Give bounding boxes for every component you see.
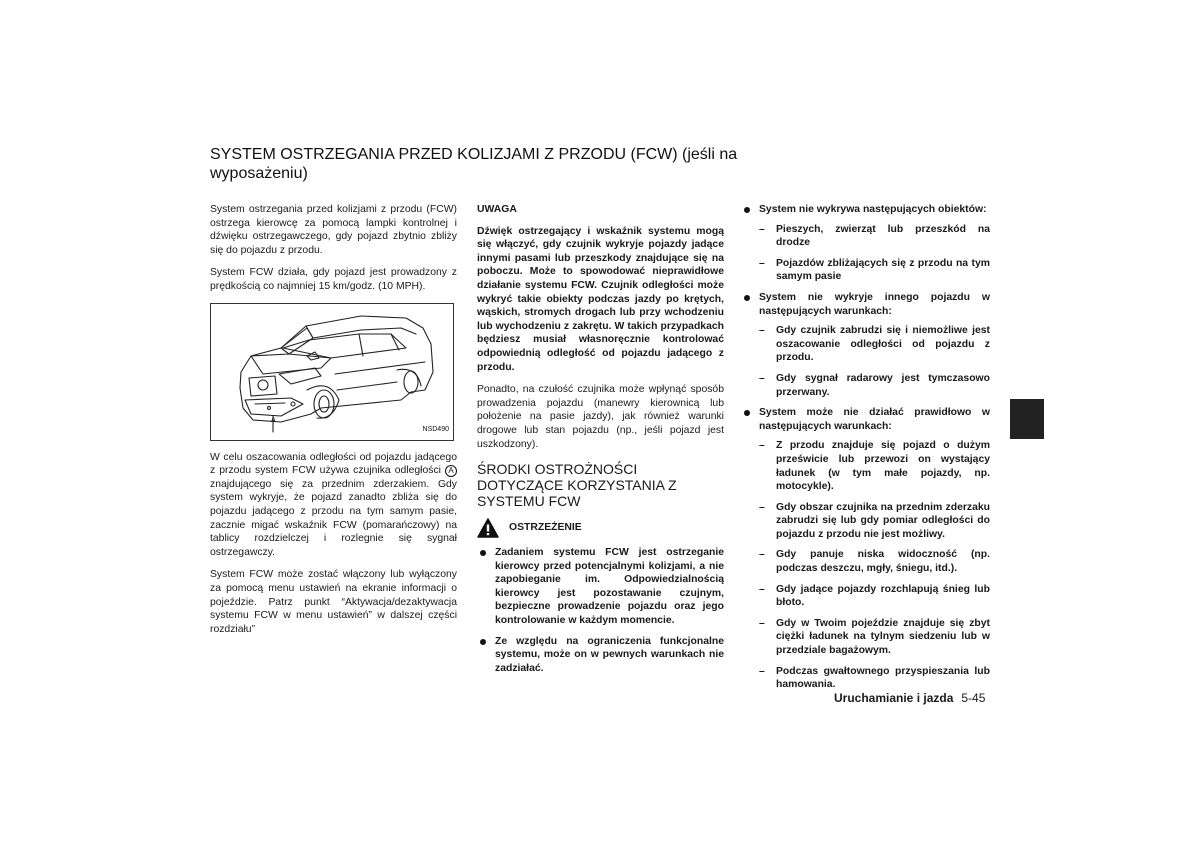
limitation-item bbox=[759, 439, 990, 493]
sensor-paragraph bbox=[210, 451, 457, 560]
limitation-item-text: Gdy obszar czujnika na przednim zderzaku zabrudzi się lub gdy pomiar odległości do pojazdu z przodu nie jest możliwy. bbox=[776, 501, 990, 540]
intro-paragraph: System ostrzegania przed kolizjami z przodu (FCW) ostrzega kierowcę za pomocą lampki kontrolnej i dźwięku ostrzegawczego, gdy pojazd zbytnio zbliży się do pojazdu z przodu. bbox=[210, 204, 457, 256]
section-subtitle: ŚRODKI OSTROŻNOŚCI DOTYCZĄCE KORZYSTANIA Z SYSTEMU FCW bbox=[477, 461, 677, 510]
settings-paragraph: System FCW może zostać włączony lub wyłączony za pomocą menu ustawień na ekranie informacji o pojeździe. Patrz punkt “Aktywacja/dezaktywacja systemu FCW w menu ustawień” w dalszej części rozdziału” bbox=[210, 569, 457, 635]
column-left bbox=[210, 203, 457, 645]
column-middle bbox=[477, 203, 724, 682]
limitation-item bbox=[759, 665, 990, 692]
figure-code: NSD490 bbox=[422, 425, 449, 433]
car-figure bbox=[210, 303, 454, 441]
page-footer bbox=[834, 691, 985, 705]
warning-bullets bbox=[477, 546, 724, 675]
limitation-item-text: Gdy sygnał radarowy jest tymczasowo przerwany. bbox=[776, 372, 990, 398]
chapter-tab-marker bbox=[1010, 399, 1044, 439]
figure-callout-letter: A bbox=[271, 416, 276, 424]
limitation-item bbox=[759, 223, 990, 250]
bullet-dot-icon bbox=[480, 639, 486, 645]
bullet-dot-icon bbox=[744, 207, 750, 213]
limitation-item-text: Pieszych, zwierząt lub przeszkód na drodze bbox=[776, 223, 990, 249]
uwaga-heading: UWAGA bbox=[477, 204, 517, 215]
limitation-item bbox=[759, 617, 990, 658]
page-title: SYSTEM OSTRZEGANIA PRZED KOLIZJAMI Z PRZODU (FCW) (jeśli na wyposażeniu) bbox=[210, 146, 738, 182]
sensitivity-paragraph: Ponadto, na czułość czujnika może wpłynąć sposób prowadzenia pojazdu (manewry kierownicą lub położenie na pasie jazdy), jak również warunki drogowe lub stan pojazdu (np., jeśli pojazd jest uszkodzony). bbox=[477, 384, 724, 450]
limitations-list bbox=[741, 203, 990, 692]
bullet-dot-icon bbox=[744, 410, 750, 416]
bullet-dot-icon bbox=[480, 550, 486, 556]
limitation-sublist bbox=[759, 223, 990, 284]
limitation-group-1 bbox=[741, 203, 990, 284]
dash-icon: – bbox=[759, 665, 765, 677]
uwaga-text: Dźwięk ostrzegający i wskaźnik systemu mogą się włączyć, gdy czujnik wykryje pojazdy jadące innymi pasami lub przeszkody znajdujące się na poboczu. Może to spowodować nieprawidłowe działanie systemu FCW. Czujnik odległości może wykryć takie obiekty podczas jazdy po krętych, wąskich, stromych drogach lub przy wchodzeniu lub wychodzeniu z zakrętu. W takich przypadkach będziesz musiał własnoręcznie kontrolować odpowiednią odległość od pojazdu jadącego z przodu. bbox=[477, 225, 724, 373]
dash-icon: – bbox=[759, 223, 765, 235]
dash-icon: – bbox=[759, 617, 765, 629]
limitation-item-text: Z przodu znajduje się pojazd o dużym prześwicie lub przewozi on wystający ładunek (w tym małe pojazdy, np. motocykle). bbox=[776, 440, 990, 493]
limitation-item bbox=[759, 583, 990, 610]
warning-bullet-2 bbox=[477, 635, 724, 676]
limitation-sublist bbox=[759, 439, 990, 692]
bullet-dot-icon bbox=[744, 295, 750, 301]
speed-paragraph: System FCW działa, gdy pojazd jest prowadzony z prędkością co najmniej 15 km/godz. (10 MPH). bbox=[210, 267, 457, 292]
column-right bbox=[741, 203, 990, 699]
dash-icon: – bbox=[759, 257, 765, 269]
dash-icon: – bbox=[759, 440, 765, 452]
sensor-paragraph-part1: W celu oszacowania odległości od pojazdu jadącego z przodu system FCW używa czujnika odległości bbox=[210, 451, 457, 477]
limitation-item-text: Gdy w Twoim pojeździe znajduje się zbyt ciężki ładunek na tylnym siedzeniu lub w przedziale bagażowym. bbox=[776, 617, 990, 657]
limitation-item-text: Gdy czujnik zabrudzi się i niemożliwe jest oszacowanie odległości od pojazdu z przodu. bbox=[776, 325, 990, 364]
warning-header bbox=[477, 518, 724, 538]
limitation-item-text: Gdy panuje niska widoczność (np. podczas deszczu, mgły, śniegu, itd.). bbox=[776, 549, 990, 575]
car-illustration bbox=[211, 304, 453, 440]
limitation-group-title: System może nie działać prawidłowo w następujących warunkach: bbox=[759, 407, 990, 432]
limitation-item bbox=[759, 372, 990, 399]
warning-triangle-icon bbox=[477, 518, 499, 538]
limitation-item-text: Gdy jadące pojazdy rozchlapują śnieg lub błoto. bbox=[776, 583, 990, 609]
dash-icon: – bbox=[759, 325, 765, 337]
warning-bullet-text: Ze względu na ograniczenia funkcjonalne systemu, może on w pewnych warunkach nie zadziałać. bbox=[495, 635, 724, 674]
warning-bullet-1 bbox=[477, 546, 724, 628]
limitation-group-2 bbox=[741, 291, 990, 399]
page-number: 5-45 bbox=[961, 691, 986, 705]
limitation-group-3 bbox=[741, 406, 990, 692]
circled-marker-a: A bbox=[445, 465, 457, 477]
dash-icon: – bbox=[759, 501, 765, 513]
warning-label: OSTRZEŻENIE bbox=[509, 522, 582, 534]
limitation-item-text: Podczas gwałtownego przyspieszania lub hamowania. bbox=[776, 665, 990, 691]
dash-icon: – bbox=[759, 549, 765, 561]
dash-icon: – bbox=[759, 372, 765, 384]
limitation-sublist bbox=[759, 324, 990, 399]
sensor-paragraph-part2: znajdującego się za przednim zderzakiem. Gdy system wykryje, że pojazd zanadto zbliża się do pojazdu jadącego z przodu na tym samym pasie, zacznie migać wskaźnik FCW (pomarańczowy) na tablicy rozdzielczej i rozlegnie się sygnał ostrzegawczy. bbox=[210, 478, 457, 558]
dash-icon: – bbox=[759, 583, 765, 595]
limitation-item bbox=[759, 501, 990, 542]
limitation-group-title: System nie wykryje innego pojazdu w następujących warunkach: bbox=[759, 291, 990, 317]
limitation-item bbox=[759, 548, 990, 575]
limitation-item bbox=[759, 324, 990, 365]
footer-section-title: Uruchamianie i jazda bbox=[834, 691, 954, 705]
limitation-item-text: Pojazdów zbliżających się z przodu na tym samym pasie bbox=[776, 257, 990, 283]
limitation-group-title: System nie wykrywa następujących obiektów: bbox=[759, 204, 987, 215]
limitation-item bbox=[759, 257, 990, 284]
warning-bullet-text: Zadaniem systemu FCW jest ostrzeganie kierowcy przed potencjalnymi kolizjami, a nie zapobieganie im. Odpowiedzialnością kierowcy jest pozostawanie czujnym, bezpieczne prowadzenie pojazdu oraz jego kontrolowanie w każdym momencie. bbox=[495, 547, 724, 627]
